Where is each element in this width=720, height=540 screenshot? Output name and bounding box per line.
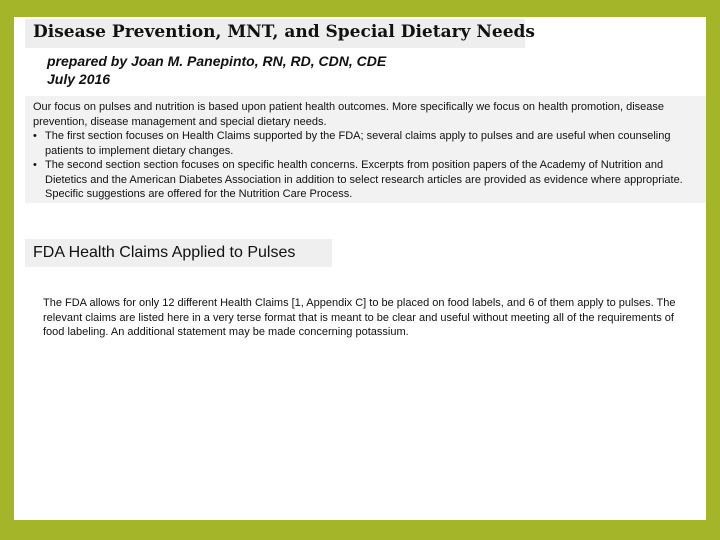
section-heading: FDA Health Claims Applied to Pulses (33, 244, 296, 261)
section-heading-box (25, 239, 332, 267)
author-block (47, 52, 386, 88)
intro-bullet-list (33, 129, 698, 202)
intro-bullet-text: The second section section focuses on specific health concerns. Excerpts from position papers of the Academy of Nutrition and Dietetics and the American Diabetes Association in addition to select research articles are provided as evidence where appropriate. Specific suggestions are offered for the Nutrition Care Process. (45, 159, 683, 200)
author-line: prepared by Joan M. Panepinto, RN, RD, CDN, CDE (47, 53, 387, 69)
intro-paragraph: Our focus on pulses and nutrition is based upon patient health outcomes. More specifically we focus on health promotion, disease prevention, disease management and special dietary needs. (33, 101, 665, 128)
bullet-icon: • (33, 159, 37, 171)
bullet-icon: • (33, 130, 37, 142)
title-box (25, 19, 535, 48)
intro-bullet-item (33, 129, 698, 158)
page-title: Disease Prevention, MNT, and Special Dietary Needs (33, 22, 535, 42)
intro-bullet-item (33, 158, 698, 202)
date-line: July 2016 (47, 71, 111, 87)
section-body-text: The FDA allows for only 12 different Health Claims [1, Appendix C] to be placed on food labels, and 6 of them apply to pulses. The relevant claims are listed here in a very terse format that is meant to be clear and useful without meeting all of the requirements of food labeling. An additional statement may be made concerning potassium. (43, 297, 676, 338)
slide-page (14, 17, 706, 520)
intro-bullet-text: The first section focuses on Health Claims supported by the FDA; several claims apply to pulses and are useful when counseling patients to implement dietary changes. (45, 130, 671, 157)
intro-box (25, 96, 706, 203)
